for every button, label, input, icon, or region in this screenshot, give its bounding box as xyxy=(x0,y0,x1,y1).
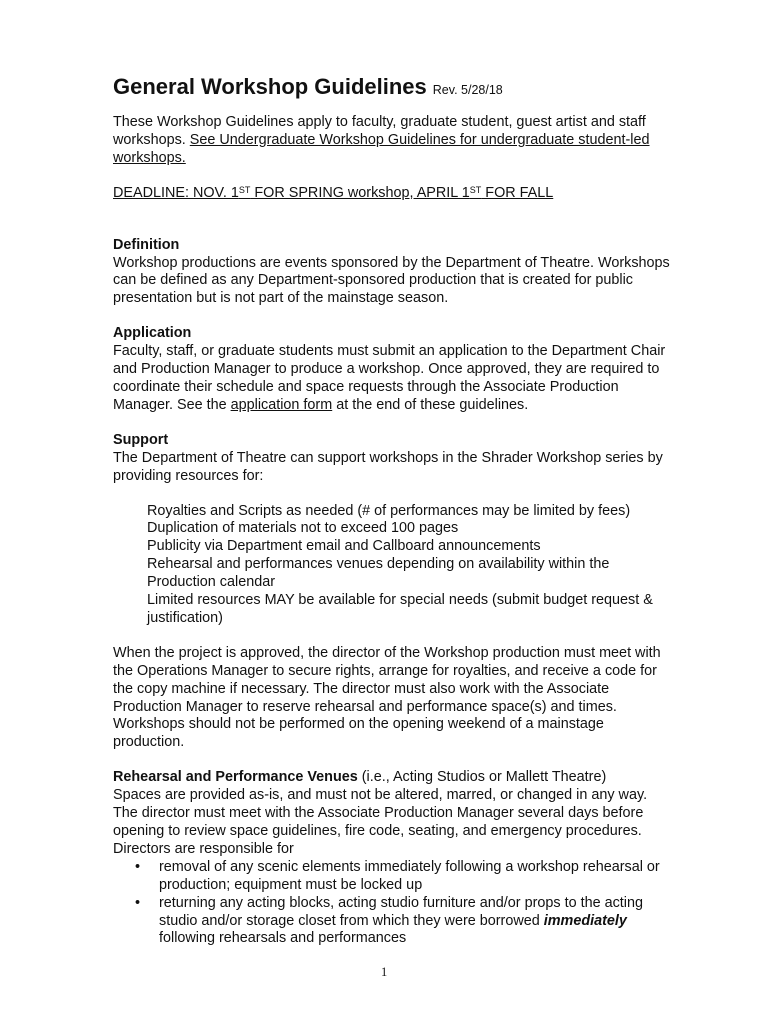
page-number: 1 xyxy=(381,965,388,979)
deadline-text-1: DEADLINE: NOV. 1 xyxy=(113,184,239,201)
list-item: Royalties and Scripts as needed (# of performances may be limited by fees) xyxy=(147,502,631,519)
responsibilities-list xyxy=(113,859,673,949)
venues-text: Spaces are provided as-is, and must not be altered, marred, or changed in any way. The director must meet with the Associate Production Manager several days before opening to review space guidelines, fire code, seating, and emergency procedures. Directors are responsible for xyxy=(113,787,648,857)
application-text xyxy=(113,343,673,415)
bullet-text: removal of any scenic elements immediately following a workshop rehearsal or production; equipment must be locked up xyxy=(159,858,660,893)
approval-paragraph: When the project is approved, the director of the Workshop production must meet with the Operations Manager to secure rights, arrange for royalties, and receive a code for the copy machine if necessary. The director must also work with the Associate Production Manager to reserve rehearsal and performance space(s) and times. Workshops should not be performed on the opening weekend of a mainstage production. xyxy=(113,644,661,751)
bullet-text: returning any acting blocks, acting studio furniture and/or props to the acting studio and/or storage closet from which they were borrowed xyxy=(159,894,643,929)
venues-heading-note: (i.e., Acting Studios or Mallett Theatre) xyxy=(357,769,607,786)
deadline-line xyxy=(113,185,673,203)
document-title: General Workshop Guidelines xyxy=(113,74,427,99)
title-row xyxy=(113,74,673,100)
intro-text: These Workshop Guidelines apply to faculty, graduate student, guest artist and staff workshops. xyxy=(113,114,646,148)
application-text-after: at the end of these guidelines. xyxy=(332,396,529,413)
support-resource-list xyxy=(147,503,673,628)
bullet-text-end: following rehearsals and performances xyxy=(159,930,407,947)
intro-paragraph xyxy=(113,114,673,168)
application-form-link[interactable]: application form xyxy=(230,396,333,413)
deadline-superscript-1: ST xyxy=(238,184,251,195)
undergraduate-guidelines-link[interactable]: See Undergraduate Workshop Guidelines for undergraduate student-led workshops. xyxy=(113,131,650,166)
application-section xyxy=(113,325,673,415)
application-heading: Application xyxy=(113,325,192,342)
venues-section xyxy=(113,769,673,948)
list-item: Limited resources MAY be available for special needs (submit budget request & justification) xyxy=(147,592,653,626)
document-page xyxy=(113,74,673,948)
list-item: Duplication of materials not to exceed 100 pages xyxy=(147,520,459,537)
list-item: Publicity via Department email and Callboard announcements xyxy=(147,538,541,555)
revision-date: Rev. 5/28/18 xyxy=(432,83,503,97)
venues-heading-line xyxy=(113,769,673,787)
support-section xyxy=(113,432,673,753)
definition-text: Workshop productions are events sponsored by the Department of Theatre. Workshops can be defined as any Department-sponsored production that is created for public presentation but is not part of the mainstage season. xyxy=(113,254,670,307)
definition-section xyxy=(113,237,673,309)
application-text-before: Faculty, staff, or graduate students must submit an application to the Department Chair and Production Manager to produce a workshop. Once approved, they are required to coordinate their schedule and space requests through the Associate Production Manager. See the xyxy=(113,343,666,413)
definition-heading: Definition xyxy=(113,236,180,253)
bullet-icon: • xyxy=(135,894,141,911)
support-heading: Support xyxy=(113,431,169,448)
list-item xyxy=(113,859,673,895)
deadline-text-2: FOR SPRING workshop, APRIL 1 xyxy=(250,184,470,201)
list-item xyxy=(113,895,673,949)
support-text: The Department of Theatre can support workshops in the Shrader Workshop series by providing resources for: xyxy=(113,449,663,484)
venues-heading: Rehearsal and Performance Venues xyxy=(113,769,358,786)
deadline-superscript-2: ST xyxy=(469,184,482,195)
deadline-text-3: FOR FALL xyxy=(481,184,554,201)
bullet-icon: • xyxy=(135,858,141,875)
list-item: Rehearsal and performances venues depending on availability within the Production calendar xyxy=(147,556,610,591)
bullet-emphasis: immediately xyxy=(543,912,627,929)
